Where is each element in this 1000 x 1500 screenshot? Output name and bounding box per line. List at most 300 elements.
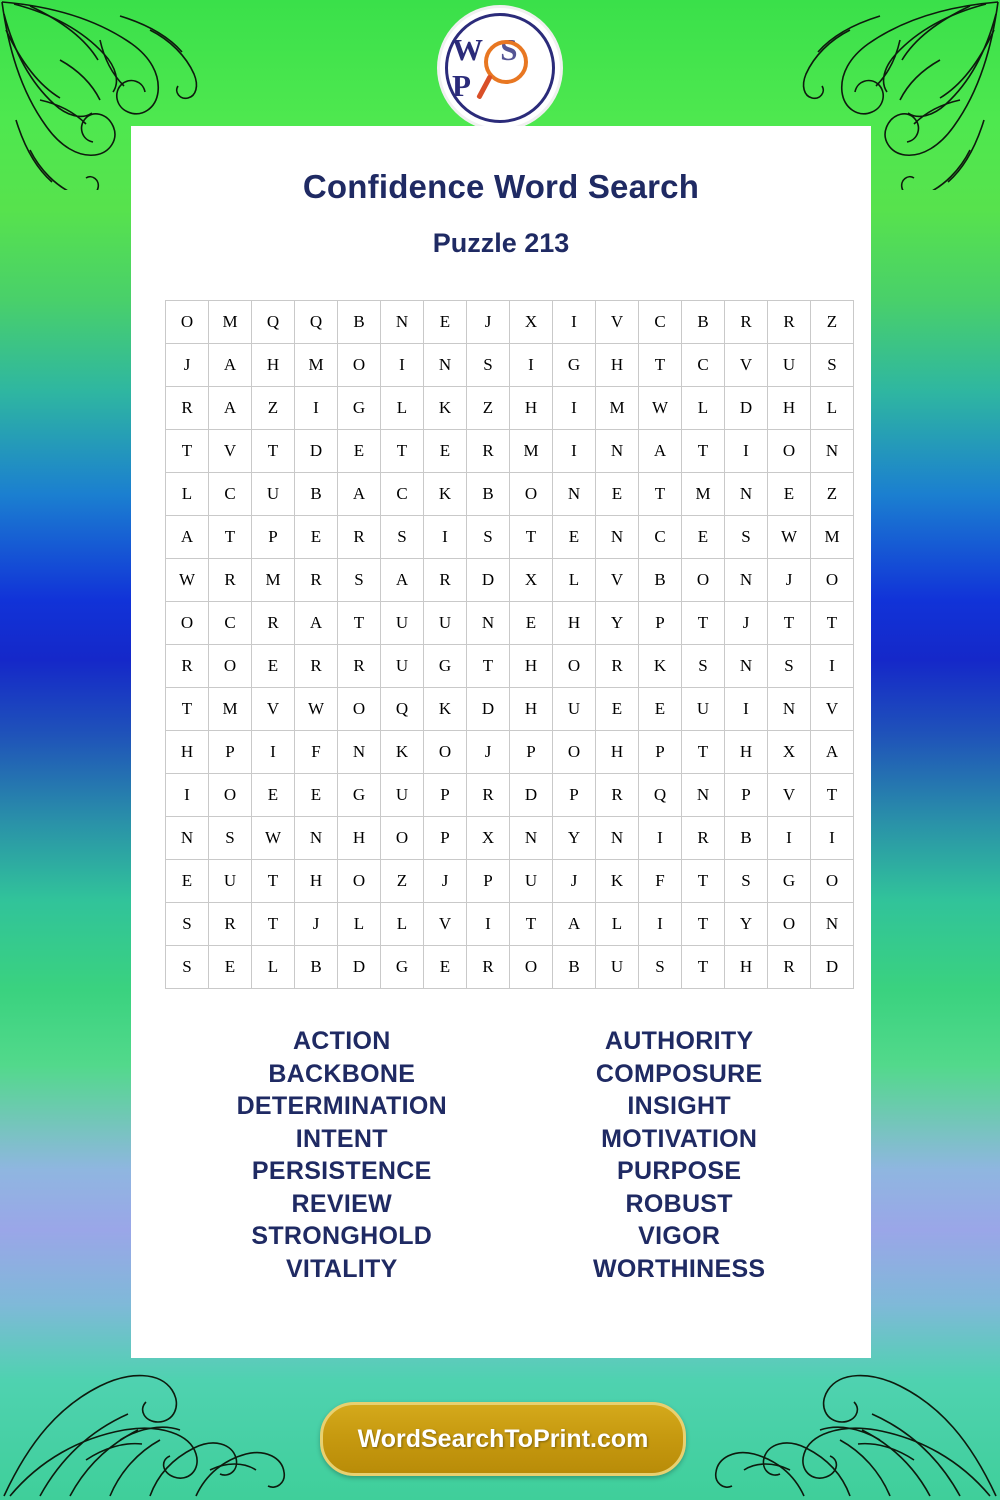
- letter-cell[interactable]: O: [338, 860, 381, 903]
- letter-cell[interactable]: B: [467, 473, 510, 516]
- letter-cell[interactable]: G: [338, 774, 381, 817]
- letter-cell[interactable]: Y: [596, 602, 639, 645]
- letter-cell[interactable]: O: [338, 688, 381, 731]
- letter-cell[interactable]: N: [811, 903, 854, 946]
- letter-cell[interactable]: K: [596, 860, 639, 903]
- word-list-item: BACKBONE: [268, 1059, 416, 1088]
- letter-cell[interactable]: R: [467, 774, 510, 817]
- letter-grid-row: [166, 430, 854, 473]
- letter-cell[interactable]: H: [166, 731, 209, 774]
- letter-cell[interactable]: L: [596, 903, 639, 946]
- letter-cell[interactable]: W: [639, 387, 682, 430]
- letter-cell[interactable]: U: [209, 860, 252, 903]
- letter-cell[interactable]: P: [209, 731, 252, 774]
- letter-grid-row: [166, 602, 854, 645]
- letter-cell[interactable]: J: [553, 860, 596, 903]
- letter-cell[interactable]: N: [725, 559, 768, 602]
- letter-cell[interactable]: S: [381, 516, 424, 559]
- letter-cell[interactable]: L: [811, 387, 854, 430]
- letter-cell[interactable]: T: [682, 903, 725, 946]
- word-list-item: PURPOSE: [617, 1157, 742, 1185]
- letter-cell[interactable]: T: [209, 516, 252, 559]
- logo-letters: W S P: [452, 32, 523, 103]
- letter-cell[interactable]: A: [811, 731, 854, 774]
- letter-cell[interactable]: S: [166, 946, 209, 989]
- letter-cell[interactable]: I: [381, 344, 424, 387]
- letter-cell[interactable]: N: [467, 602, 510, 645]
- letter-cell[interactable]: C: [639, 516, 682, 559]
- letter-cell[interactable]: G: [424, 645, 467, 688]
- letter-cell[interactable]: S: [209, 817, 252, 860]
- letter-cell[interactable]: E: [596, 688, 639, 731]
- letter-cell[interactable]: L: [553, 559, 596, 602]
- letter-cell[interactable]: F: [295, 731, 338, 774]
- letter-cell[interactable]: T: [166, 688, 209, 731]
- footer-website-label: WordSearchToPrint.com: [357, 1424, 649, 1453]
- letter-cell[interactable]: O: [811, 860, 854, 903]
- letter-grid-row: [166, 301, 854, 344]
- letter-cell[interactable]: V: [768, 774, 811, 817]
- letter-cell[interactable]: N: [596, 430, 639, 473]
- letter-cell[interactable]: N: [682, 774, 725, 817]
- letter-cell[interactable]: U: [553, 688, 596, 731]
- letter-cell[interactable]: U: [424, 602, 467, 645]
- letter-cell[interactable]: L: [682, 387, 725, 430]
- letter-cell[interactable]: D: [510, 774, 553, 817]
- letter-cell[interactable]: L: [338, 903, 381, 946]
- letter-cell[interactable]: I: [639, 903, 682, 946]
- letter-cell[interactable]: Q: [639, 774, 682, 817]
- letter-cell[interactable]: U: [381, 774, 424, 817]
- letter-cell[interactable]: P: [424, 817, 467, 860]
- letter-cell[interactable]: A: [166, 516, 209, 559]
- letter-cell[interactable]: I: [467, 903, 510, 946]
- letter-cell[interactable]: N: [725, 473, 768, 516]
- letter-cell[interactable]: H: [510, 645, 553, 688]
- letter-cell[interactable]: E: [596, 473, 639, 516]
- letter-cell[interactable]: H: [596, 344, 639, 387]
- letter-cell[interactable]: T: [682, 602, 725, 645]
- letter-cell[interactable]: P: [510, 731, 553, 774]
- letter-cell[interactable]: J: [768, 559, 811, 602]
- letter-cell[interactable]: O: [510, 473, 553, 516]
- letter-cell[interactable]: C: [209, 473, 252, 516]
- letter-grid-row: [166, 344, 854, 387]
- letter-cell[interactable]: N: [295, 817, 338, 860]
- letter-cell[interactable]: H: [252, 344, 295, 387]
- letter-cell[interactable]: E: [252, 645, 295, 688]
- word-list-item: WORTHINESS: [592, 1254, 766, 1283]
- letter-cell[interactable]: E: [682, 516, 725, 559]
- letter-cell[interactable]: O: [510, 946, 553, 989]
- letter-grid-row: [166, 387, 854, 430]
- letter-cell[interactable]: H: [553, 602, 596, 645]
- letter-cell[interactable]: A: [381, 559, 424, 602]
- letter-cell[interactable]: P: [639, 731, 682, 774]
- letter-cell[interactable]: V: [596, 559, 639, 602]
- letter-cell[interactable]: U: [252, 473, 295, 516]
- letter-cell[interactable]: Z: [467, 387, 510, 430]
- word-list-item: COMPOSURE: [595, 1059, 763, 1088]
- letter-cell[interactable]: B: [295, 946, 338, 989]
- letter-cell[interactable]: I: [424, 516, 467, 559]
- letter-cell[interactable]: N: [768, 688, 811, 731]
- letter-cell[interactable]: V: [596, 301, 639, 344]
- letter-cell[interactable]: W: [768, 516, 811, 559]
- letter-cell[interactable]: D: [811, 946, 854, 989]
- letter-cell[interactable]: X: [467, 817, 510, 860]
- letter-cell[interactable]: I: [295, 387, 338, 430]
- letter-cell[interactable]: I: [166, 774, 209, 817]
- letter-cell[interactable]: M: [682, 473, 725, 516]
- logo-inner-ring: [445, 13, 555, 123]
- letter-cell[interactable]: R: [424, 559, 467, 602]
- word-list-item: ACTION: [292, 1027, 391, 1055]
- letter-cell[interactable]: H: [596, 731, 639, 774]
- letter-cell[interactable]: O: [768, 430, 811, 473]
- letter-cell[interactable]: T: [252, 860, 295, 903]
- word-list-item: AUTHORITY: [604, 1027, 754, 1055]
- puzzle-number: Puzzle 213: [432, 228, 570, 258]
- letter-cell[interactable]: E: [295, 516, 338, 559]
- letter-cell[interactable]: I: [768, 817, 811, 860]
- letter-cell[interactable]: E: [424, 430, 467, 473]
- letter-cell[interactable]: R: [467, 430, 510, 473]
- letter-cell[interactable]: N: [166, 817, 209, 860]
- letter-cell[interactable]: N: [424, 344, 467, 387]
- letter-cell[interactable]: V: [209, 430, 252, 473]
- word-list-column-right: [593, 1025, 765, 1285]
- letter-cell[interactable]: W: [295, 688, 338, 731]
- letter-cell[interactable]: R: [768, 301, 811, 344]
- letter-cell[interactable]: O: [768, 903, 811, 946]
- letter-cell[interactable]: T: [682, 430, 725, 473]
- letter-cell[interactable]: E: [166, 860, 209, 903]
- letter-cell[interactable]: O: [166, 301, 209, 344]
- letter-cell[interactable]: U: [682, 688, 725, 731]
- letter-cell[interactable]: B: [682, 301, 725, 344]
- letter-cell[interactable]: O: [209, 774, 252, 817]
- letter-cell[interactable]: R: [166, 645, 209, 688]
- letter-cell[interactable]: S: [639, 946, 682, 989]
- letter-cell[interactable]: Q: [295, 301, 338, 344]
- letter-cell[interactable]: I: [510, 344, 553, 387]
- word-list-item: VITALITY: [285, 1254, 398, 1283]
- letter-cell[interactable]: H: [295, 860, 338, 903]
- letter-cell[interactable]: R: [338, 645, 381, 688]
- letter-cell[interactable]: U: [596, 946, 639, 989]
- letter-grid-row: [166, 559, 854, 602]
- letter-cell[interactable]: S: [467, 344, 510, 387]
- letter-cell[interactable]: T: [338, 602, 381, 645]
- letter-cell[interactable]: S: [682, 645, 725, 688]
- letter-cell[interactable]: O: [811, 559, 854, 602]
- letter-cell[interactable]: X: [768, 731, 811, 774]
- letter-cell[interactable]: Y: [725, 903, 768, 946]
- letter-cell[interactable]: V: [725, 344, 768, 387]
- word-list-item: STRONGHOLD: [251, 1222, 433, 1250]
- letter-cell[interactable]: C: [639, 301, 682, 344]
- letter-cell[interactable]: T: [639, 344, 682, 387]
- letter-grid-row: [166, 645, 854, 688]
- letter-cell[interactable]: E: [768, 473, 811, 516]
- letter-grid-row: [166, 688, 854, 731]
- letter-cell[interactable]: J: [166, 344, 209, 387]
- letter-grid[interactable]: [165, 300, 854, 989]
- letter-cell[interactable]: S: [811, 344, 854, 387]
- letter-cell[interactable]: Z: [811, 301, 854, 344]
- letter-cell[interactable]: R: [725, 301, 768, 344]
- letter-cell[interactable]: R: [209, 903, 252, 946]
- letter-cell[interactable]: I: [553, 387, 596, 430]
- letter-cell[interactable]: M: [252, 559, 295, 602]
- letter-cell[interactable]: B: [725, 817, 768, 860]
- letter-cell[interactable]: P: [639, 602, 682, 645]
- letter-cell[interactable]: I: [252, 731, 295, 774]
- letter-cell[interactable]: T: [682, 731, 725, 774]
- word-list-item: INSIGHT: [627, 1092, 731, 1120]
- letter-cell[interactable]: Q: [252, 301, 295, 344]
- letter-cell[interactable]: T: [510, 516, 553, 559]
- letter-cell[interactable]: H: [338, 817, 381, 860]
- letter-cell[interactable]: N: [811, 430, 854, 473]
- letter-cell[interactable]: D: [338, 946, 381, 989]
- letter-cell[interactable]: J: [725, 602, 768, 645]
- letter-grid-row: [166, 516, 854, 559]
- letter-cell[interactable]: T: [682, 860, 725, 903]
- letter-cell[interactable]: H: [510, 387, 553, 430]
- letter-cell[interactable]: I: [553, 301, 596, 344]
- letter-cell[interactable]: D: [467, 559, 510, 602]
- letter-cell[interactable]: L: [252, 946, 295, 989]
- letter-cell[interactable]: S: [338, 559, 381, 602]
- letter-cell[interactable]: W: [166, 559, 209, 602]
- letter-cell[interactable]: B: [639, 559, 682, 602]
- letter-cell[interactable]: O: [338, 344, 381, 387]
- letter-cell[interactable]: S: [725, 516, 768, 559]
- letter-cell[interactable]: V: [252, 688, 295, 731]
- letter-cell[interactable]: U: [768, 344, 811, 387]
- letter-cell[interactable]: E: [338, 430, 381, 473]
- letter-cell[interactable]: M: [510, 430, 553, 473]
- puzzle-sheet: [131, 126, 871, 1358]
- word-list-item: REVIEW: [291, 1189, 392, 1218]
- letter-cell[interactable]: O: [381, 817, 424, 860]
- letter-cell[interactable]: T: [811, 602, 854, 645]
- letter-grid-container: [165, 300, 840, 989]
- word-list: [131, 1025, 871, 1285]
- letter-cell[interactable]: R: [338, 516, 381, 559]
- letter-cell[interactable]: L: [381, 903, 424, 946]
- letter-cell[interactable]: A: [338, 473, 381, 516]
- letter-cell[interactable]: A: [209, 387, 252, 430]
- letter-cell[interactable]: P: [553, 774, 596, 817]
- letter-cell[interactable]: N: [510, 817, 553, 860]
- letter-cell[interactable]: V: [811, 688, 854, 731]
- letter-cell[interactable]: G: [768, 860, 811, 903]
- letter-cell[interactable]: N: [553, 473, 596, 516]
- letter-cell[interactable]: Z: [252, 387, 295, 430]
- letter-cell[interactable]: A: [639, 430, 682, 473]
- letter-cell[interactable]: E: [424, 301, 467, 344]
- letter-cell[interactable]: J: [424, 860, 467, 903]
- word-list-item: DETERMINATION: [236, 1092, 447, 1120]
- letter-grid-row: [166, 774, 854, 817]
- letter-grid-row: [166, 946, 854, 989]
- letter-cell[interactable]: N: [338, 731, 381, 774]
- letter-cell[interactable]: J: [467, 731, 510, 774]
- letter-cell[interactable]: T: [768, 602, 811, 645]
- letter-cell[interactable]: A: [295, 602, 338, 645]
- letter-cell[interactable]: M: [295, 344, 338, 387]
- letter-cell[interactable]: P: [252, 516, 295, 559]
- letter-cell[interactable]: P: [467, 860, 510, 903]
- letter-cell[interactable]: K: [424, 688, 467, 731]
- letter-cell[interactable]: I: [725, 430, 768, 473]
- letter-cell[interactable]: O: [553, 731, 596, 774]
- letter-cell[interactable]: T: [166, 430, 209, 473]
- letter-cell[interactable]: I: [553, 430, 596, 473]
- letter-cell[interactable]: O: [166, 602, 209, 645]
- letter-cell[interactable]: G: [381, 946, 424, 989]
- site-logo: [440, 8, 560, 128]
- letter-cell[interactable]: K: [424, 473, 467, 516]
- letter-cell[interactable]: Q: [381, 688, 424, 731]
- letter-cell[interactable]: H: [725, 731, 768, 774]
- letter-grid-row: [166, 817, 854, 860]
- letter-cell[interactable]: O: [424, 731, 467, 774]
- word-list-item: MOTIVATION: [601, 1124, 758, 1153]
- letter-cell[interactable]: B: [338, 301, 381, 344]
- letter-cell[interactable]: A: [553, 903, 596, 946]
- letter-grid-row: [166, 860, 854, 903]
- letter-cell[interactable]: E: [295, 774, 338, 817]
- letter-cell[interactable]: R: [209, 559, 252, 602]
- letter-cell[interactable]: P: [424, 774, 467, 817]
- letter-cell[interactable]: R: [768, 946, 811, 989]
- letter-cell[interactable]: J: [295, 903, 338, 946]
- letter-cell[interactable]: E: [510, 602, 553, 645]
- letter-cell[interactable]: U: [381, 602, 424, 645]
- letter-cell[interactable]: O: [682, 559, 725, 602]
- letter-cell[interactable]: T: [381, 430, 424, 473]
- letter-cell[interactable]: O: [209, 645, 252, 688]
- letter-cell[interactable]: U: [381, 645, 424, 688]
- letter-cell[interactable]: R: [295, 559, 338, 602]
- letter-cell[interactable]: B: [295, 473, 338, 516]
- letter-cell[interactable]: G: [553, 344, 596, 387]
- letter-cell[interactable]: H: [510, 688, 553, 731]
- letter-cell[interactable]: D: [467, 688, 510, 731]
- letter-cell[interactable]: J: [467, 301, 510, 344]
- letter-cell[interactable]: Z: [811, 473, 854, 516]
- letter-cell[interactable]: R: [166, 387, 209, 430]
- letter-cell[interactable]: U: [510, 860, 553, 903]
- letter-cell[interactable]: D: [725, 387, 768, 430]
- letter-cell[interactable]: Z: [381, 860, 424, 903]
- letter-cell[interactable]: S: [725, 860, 768, 903]
- letter-cell[interactable]: R: [682, 817, 725, 860]
- letter-cell[interactable]: A: [209, 344, 252, 387]
- letter-cell[interactable]: Y: [553, 817, 596, 860]
- letter-cell[interactable]: M: [209, 301, 252, 344]
- letter-cell[interactable]: I: [639, 817, 682, 860]
- letter-cell[interactable]: R: [252, 602, 295, 645]
- letter-cell[interactable]: V: [424, 903, 467, 946]
- letter-cell[interactable]: R: [467, 946, 510, 989]
- letter-cell[interactable]: B: [553, 946, 596, 989]
- letter-cell[interactable]: E: [209, 946, 252, 989]
- word-list-column-left: [237, 1025, 447, 1285]
- letter-cell[interactable]: X: [510, 559, 553, 602]
- letter-cell[interactable]: C: [682, 344, 725, 387]
- letter-cell[interactable]: C: [381, 473, 424, 516]
- letter-cell[interactable]: M: [811, 516, 854, 559]
- letter-cell[interactable]: T: [252, 903, 295, 946]
- letter-cell[interactable]: S: [467, 516, 510, 559]
- letter-cell[interactable]: P: [725, 774, 768, 817]
- letter-cell[interactable]: N: [725, 645, 768, 688]
- letter-cell[interactable]: C: [209, 602, 252, 645]
- letter-cell[interactable]: K: [639, 645, 682, 688]
- letter-grid-row: [166, 731, 854, 774]
- letter-cell[interactable]: G: [338, 387, 381, 430]
- letter-cell[interactable]: E: [252, 774, 295, 817]
- word-list-item: VIGOR: [638, 1222, 721, 1250]
- letter-cell[interactable]: R: [596, 645, 639, 688]
- letter-cell[interactable]: T: [639, 473, 682, 516]
- letter-cell[interactable]: N: [596, 516, 639, 559]
- word-list-item: INTENT: [295, 1124, 388, 1153]
- letter-cell[interactable]: D: [295, 430, 338, 473]
- letter-cell[interactable]: T: [682, 946, 725, 989]
- letter-cell[interactable]: T: [811, 774, 854, 817]
- letter-cell[interactable]: S: [166, 903, 209, 946]
- letter-cell[interactable]: H: [725, 946, 768, 989]
- letter-cell[interactable]: F: [639, 860, 682, 903]
- letter-cell[interactable]: T: [252, 430, 295, 473]
- letter-cell[interactable]: O: [553, 645, 596, 688]
- letter-cell[interactable]: R: [596, 774, 639, 817]
- letter-cell[interactable]: E: [424, 946, 467, 989]
- letter-cell[interactable]: T: [510, 903, 553, 946]
- letter-cell[interactable]: N: [596, 817, 639, 860]
- letter-cell[interactable]: R: [295, 645, 338, 688]
- letter-cell[interactable]: M: [596, 387, 639, 430]
- letter-grid-row: [166, 903, 854, 946]
- letter-cell[interactable]: I: [725, 688, 768, 731]
- footer-website-badge[interactable]: [320, 1402, 686, 1476]
- letter-cell[interactable]: W: [252, 817, 295, 860]
- letter-cell[interactable]: N: [381, 301, 424, 344]
- word-list-item: PERSISTENCE: [251, 1157, 432, 1185]
- letter-cell[interactable]: I: [811, 817, 854, 860]
- letter-cell[interactable]: H: [768, 387, 811, 430]
- letter-cell[interactable]: X: [510, 301, 553, 344]
- letter-cell[interactable]: S: [768, 645, 811, 688]
- letter-cell[interactable]: K: [424, 387, 467, 430]
- letter-cell[interactable]: M: [209, 688, 252, 731]
- letter-cell[interactable]: L: [166, 473, 209, 516]
- letter-cell[interactable]: E: [639, 688, 682, 731]
- letter-cell[interactable]: I: [811, 645, 854, 688]
- letter-grid-row: [166, 473, 854, 516]
- letter-cell[interactable]: K: [381, 731, 424, 774]
- letter-cell[interactable]: E: [553, 516, 596, 559]
- letter-cell[interactable]: L: [381, 387, 424, 430]
- letter-cell[interactable]: T: [467, 645, 510, 688]
- letter-grid-body: [166, 301, 854, 989]
